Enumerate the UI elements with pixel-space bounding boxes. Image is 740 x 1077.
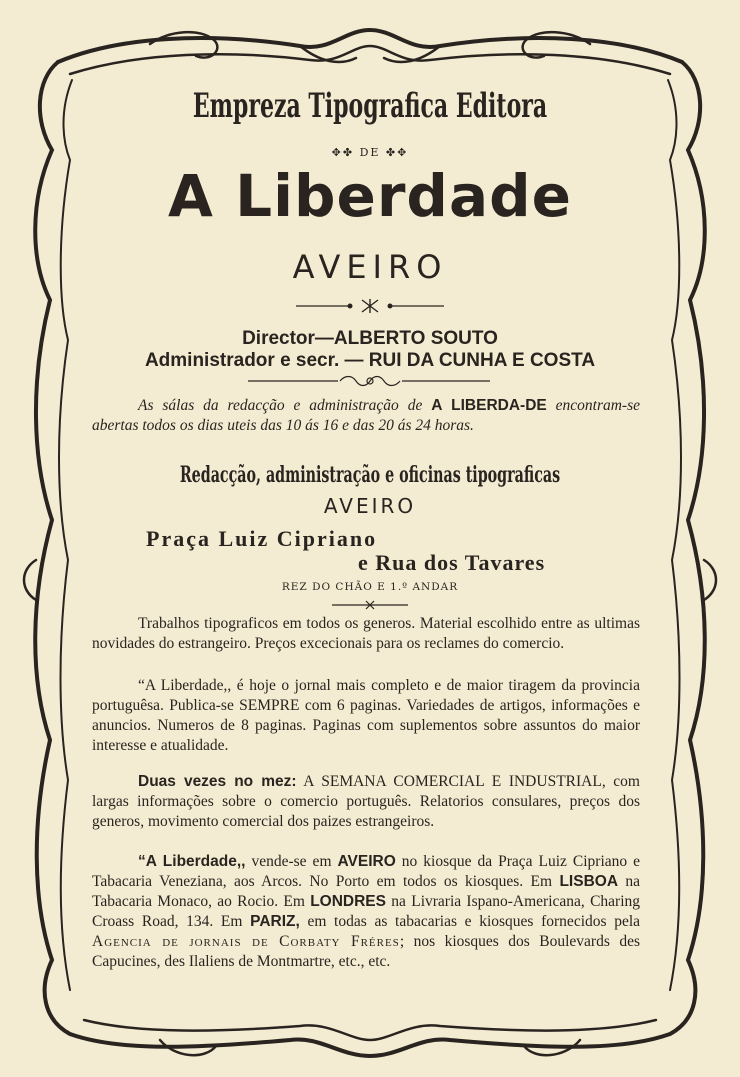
sales-city-aveiro: AVEIRO (337, 853, 396, 870)
sales-text-2: no kiosque da Praça Luiz Cipriano e Tabacaria Veneziana, aos Arcos. No Porto em todos os kiosques. Em (92, 853, 641, 890)
hours-newspaper-name: A LIBERDA-DE (431, 397, 547, 414)
newspaper-title: A Liberdade (168, 162, 572, 230)
offices-heading: Redacção, administração e oficinas tipograficas (179, 462, 561, 488)
floor-info: REZ DO CHÃO E 1.º ANDAR (281, 581, 459, 593)
office-hours-paragraph (92, 396, 640, 436)
sales-agency: Agencia de jornais de Corbaty Fréres (92, 933, 400, 950)
newspaper-description-paragraph (92, 676, 640, 756)
hours-rest: encontram-se abertas todos os dias uteis das 10 ás 16 e das 20 ás 24 horas. (92, 397, 640, 434)
sales-city-pariz: PARIZ, (250, 913, 300, 930)
director-line: Director—ALBERTO SOUTO (242, 328, 498, 349)
sales-text-6: ; nos kiosques dos Boulevards des Capucines, des Ilaliens de Montmartre, etc., etc. (92, 933, 640, 970)
sales-text-4: na Livraria Ispano-Americana, Charing Croass Road, 134. Em (92, 893, 641, 930)
de-ornament-row (0, 146, 740, 159)
typography-paragraph (92, 614, 640, 654)
supplement-paragraph (92, 772, 640, 832)
address-line-1: Praça Luiz Cipriano (146, 526, 378, 551)
hours-lead: As sálas da redacção e administração de (138, 397, 423, 414)
sales-city-londres: LONDRES (310, 893, 386, 910)
administrator-line: Administrador e secr. — RUI DA CUNHA E COSTA (144, 350, 596, 371)
company-heading: Empreza Tipografica Editora (192, 86, 548, 126)
ornament-divider-icon (0, 298, 740, 314)
flourish-left-icon: ✥✤ (331, 146, 355, 159)
sales-newspaper-name: “A Liberdade,, (138, 853, 246, 870)
sales-points-paragraph (92, 852, 640, 972)
address-line-2: e Rua dos Tavares (358, 550, 546, 575)
supplement-text: A SEMANA COMERCIAL E INDUSTRIAL, com largas informações sobre o comercio português. Relatorios consulares, preços dos generos, movimento comercial dos paizes estrangeiros. (92, 773, 640, 830)
flourish-right-icon: ✤✥ (385, 146, 409, 159)
city-name: AVEIRO (292, 248, 448, 286)
offices-city: AVEIRO (323, 494, 417, 518)
sales-text-1: vende-se em (251, 853, 332, 870)
sales-text-5: em todas as tabacarias e kiosques fornecidos pela (307, 913, 641, 930)
supplement-lead: Duas vezes no mez: (138, 773, 297, 790)
typography-text: Trabalhos tipograficos em todos os generos. Material escolhido entre as ultimas novidades do estrangeiro. Preços excecionais para os reclames do comercio. (92, 615, 640, 652)
small-divider-icon (0, 600, 740, 610)
description-text: “A Liberdade,, é hoje o jornal mais completo e de maior tiragem da provincia portuguêsa. Publica-se SEMPRE com 6 paginas. Variedades de artigos, informações e anuncios. Numeros de 8 paginas. Paginas com suplementos sobre assuntos do maior interesse e atualidade. (92, 677, 640, 754)
sales-city-lisboa: LISBOA (559, 873, 619, 890)
sales-text-3: na Tabacaria Monaco, ao Rocio. Em (92, 873, 641, 910)
rule-divider-icon (0, 374, 740, 388)
de-label: DE (359, 146, 381, 159)
